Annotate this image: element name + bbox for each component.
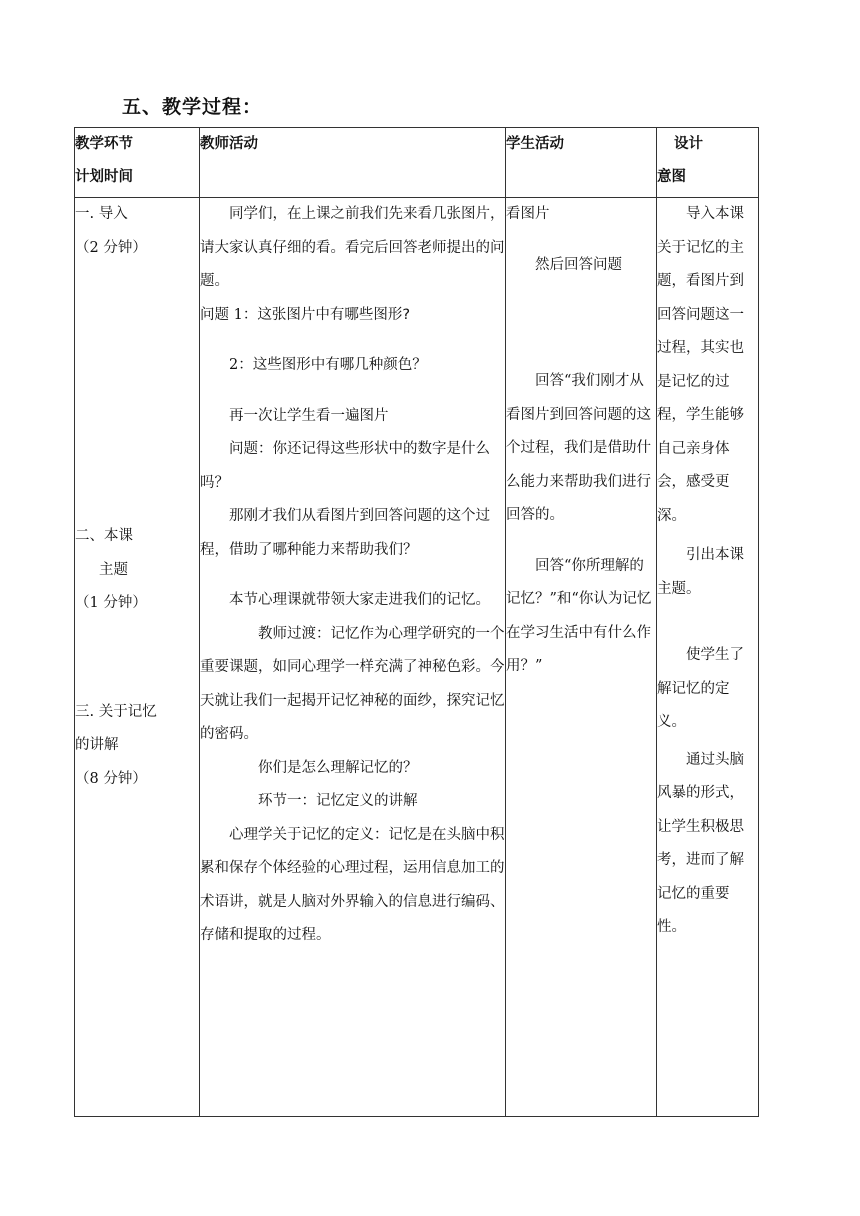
stage-2-title: 二、本课 [75,528,133,544]
teacher-segment-1: 环节一：记忆定义的讲解 [258,793,418,809]
teacher-question-2: 2：这些图形中有哪几种颜色？ [229,357,427,373]
header-design-intent [657,128,759,198]
header-stage-time [75,128,200,198]
teacher-question-5: 你们是怎么理解记忆的？ [258,759,418,776]
teaching-process-table [74,127,759,1117]
teacher-intro-text: 同学们，在上课之前我们先来看几张图片，请大家认真仔细的看。看完后回答老师提出的问题。 [200,206,505,289]
teacher-question-1 [200,299,505,333]
intent-1: 导入本课关于记忆的主题，看图片到回答问题这一过程，其实也是记忆的过程，学生能够自己亲身体会，感受更深。 [657,206,744,524]
question-1-text: 这张图片中有哪些图形? [257,306,411,323]
intent-4: 通过头脑风暴的形式，让学生积极思考，进而了解记忆的重要性。 [657,751,744,935]
stage-2-subtitle: 主题 [99,561,128,578]
stage-3-time: （8 分钟） [75,770,147,787]
student-activity-4: 回答“你所理解的记忆？”和“你认为记忆在学习生活中有什么作用？” [506,557,652,674]
stage-1-time: （2 分钟） [75,239,147,256]
table-body-row [75,198,759,1117]
teacher-question-3: 问题：你还记得这些形状中的数字是什么吗？ [200,441,490,491]
student-activity-3: 回答“我们刚才从看图片到回答问题的这个过程，我们是借助什么能力来帮助我们进行回答的。 [506,373,651,523]
header-student-activity [506,128,657,198]
header-time-label: 计划时间 [75,169,133,185]
stage-3-title: 三. 关于记忆 [75,703,157,720]
intent-2: 引出本课主题。 [657,547,744,597]
table-header-row [75,128,759,198]
teacher-memory-definition: 心理学关于记忆的定义：记忆是在头脑中积累和保存个体经验的心理过程，运用信息加工的术语讲，就是人脑对外界输入的信息进行编码、存储和提取的过程。 [200,826,505,943]
student-activity-1: 看图片 [506,206,550,222]
stage-2-time: （1 分钟） [75,595,147,611]
teacher-topic-intro: 本节心理课就带领大家走进我们的记忆。 [229,592,490,608]
intent-3: 使学生了解记忆的定义。 [657,647,744,730]
teacher-activity-column [200,198,506,1117]
question-1-prefix: 问题 1： [200,306,258,323]
design-intent-column [657,198,759,1117]
header-teacher-label: 教师活动 [200,136,258,152]
header-stage-label: 教学环节 [75,136,133,152]
stage-1-title: 一. 导入 [75,206,128,222]
header-design-label: 设计 [674,136,703,152]
header-student-label: 学生活动 [506,136,564,152]
section-heading: 五、教学过程： [122,96,263,118]
header-intent-label: 意图 [657,169,686,185]
stage-column [75,198,200,1117]
teacher-question-4: 那刚才我们从看图片到回答问题的这个过程，借助了哪种能力来帮助我们？ [200,508,490,558]
header-teacher-activity [200,128,506,198]
teacher-review-text: 再一次让学生看一遍图片 [229,407,389,424]
student-activity-column [506,198,657,1117]
stage-3-subtitle: 的讲解 [75,737,119,753]
student-activity-2: 然后回答问题 [535,256,622,273]
teacher-transition: 教师过渡：记忆作为心理学研究的一个重要课题，如同心理学一样充满了神秘色彩。今天就让我们一起揭开记忆神秘的面纱，探究记忆的密码。 [200,625,505,742]
